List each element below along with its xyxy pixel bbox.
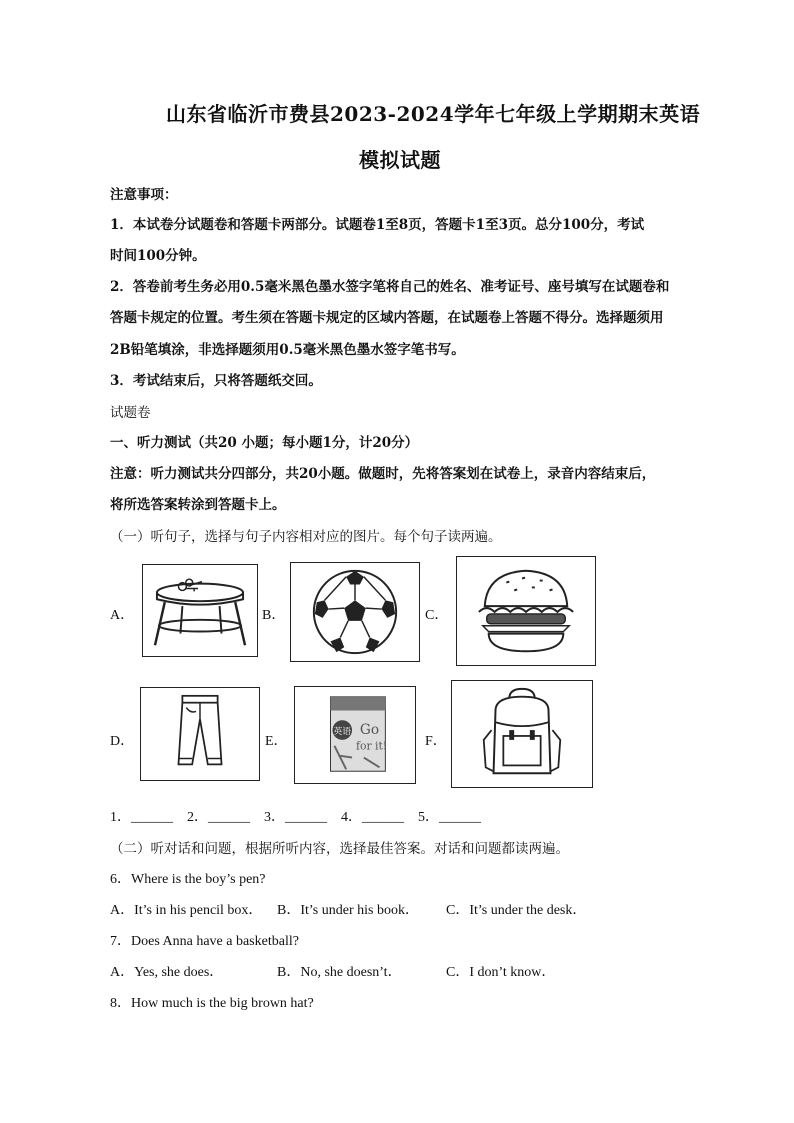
question-8: 8．How much is the big brown hat? [110, 996, 314, 1011]
notice-heading: 注意事项： [110, 187, 178, 203]
notice-item-1a: 1．本试卷分试题卷和答题卡两部分。试题卷1至8页，答题卡1至3页。总分100分，考试 [110, 217, 645, 233]
part1-note-b: 将所选答案转涂到答题卡上。 [110, 497, 286, 513]
notice-item-1b: 时间100分钟。 [110, 248, 206, 264]
question-7: 7．Does Anna have a basketball? [110, 934, 299, 949]
notice-item-2a: 2．答卷前考生务必用0.5毫米黑色墨水签字笔将自己的姓名、准考证号、座号填写在试题卷和 [110, 279, 670, 295]
part1-heading: 一、听力测试（共20 小题；每小题1分，计20分） [110, 435, 419, 451]
picture-label-f: F． [425, 734, 447, 749]
notice-item-2c: 2B铅笔填涂，非选择题须用0.5毫米黑色墨水签字笔书写。 [110, 342, 465, 358]
picture-label-d: D． [110, 734, 135, 749]
paper-label: 试题卷 [110, 405, 151, 421]
option-6b: B．It’s under his book． [277, 903, 419, 918]
picture-e [294, 686, 416, 784]
picture-b [290, 562, 420, 662]
picture-c [456, 556, 596, 666]
notice-item-2b: 答题卡规定的位置。考生须在答题卡规定的区域内答题，在试题卷上答题不得分。选择题须用 [110, 310, 664, 326]
picture-f [451, 680, 593, 788]
option-7c: C．I don’t know． [446, 965, 556, 980]
answer-blank-4: 4．______ [341, 810, 404, 825]
part1-note-a: 注意：听力测试共分四部分，共20小题。做题时，先将答案划在试卷上，录音内容结束后， [110, 466, 656, 482]
page-title-line1: 山东省临沂市费县2023-2024学年七年级上学期期末英语 [166, 102, 701, 126]
answer-blank-3: 3．______ [264, 810, 327, 825]
question-6: 6．Where is the boy’s pen? [110, 872, 266, 887]
table-with-keys-icon [143, 565, 257, 656]
svg-text:for it!: for it! [355, 739, 388, 753]
option-7a: A．Yes, she does． [110, 965, 224, 980]
answer-blank-5: 5．______ [418, 810, 481, 825]
picture-label-b: B． [262, 608, 286, 623]
picture-label-c: C． [425, 608, 449, 623]
answer-blank-2: 2．______ [187, 810, 250, 825]
option-7b: B．No, she doesn’t． [277, 965, 402, 980]
trousers-icon [141, 688, 259, 780]
backpack-icon [452, 681, 592, 787]
picture-a [142, 564, 258, 657]
book-cover-text: 英语 [333, 727, 352, 738]
notice-item-3: 3．考试结束后，只将答题纸交回。 [110, 373, 322, 389]
picture-d [140, 687, 260, 781]
english-book-icon [295, 687, 415, 783]
answer-blank-1: 1．______ [110, 810, 173, 825]
sub-section-1: （一）听句子，选择与句子内容相对应的图片。每个句子读两遍。 [110, 529, 502, 545]
hamburger-icon [457, 557, 595, 665]
picture-label-e: E． [265, 734, 288, 749]
picture-label-a: A． [110, 608, 135, 623]
page-title-line2: 模拟试题 [359, 148, 441, 172]
option-6a: A．It’s in his pencil box． [110, 903, 263, 918]
soccer-ball-icon [291, 563, 419, 661]
svg-text:Go: Go [359, 722, 380, 739]
sub-section-2: （二）听对话和问题，根据所听内容，选择最佳答案。对话和问题都读两遍。 [110, 841, 569, 857]
option-6c: C．It’s under the desk． [446, 903, 587, 918]
